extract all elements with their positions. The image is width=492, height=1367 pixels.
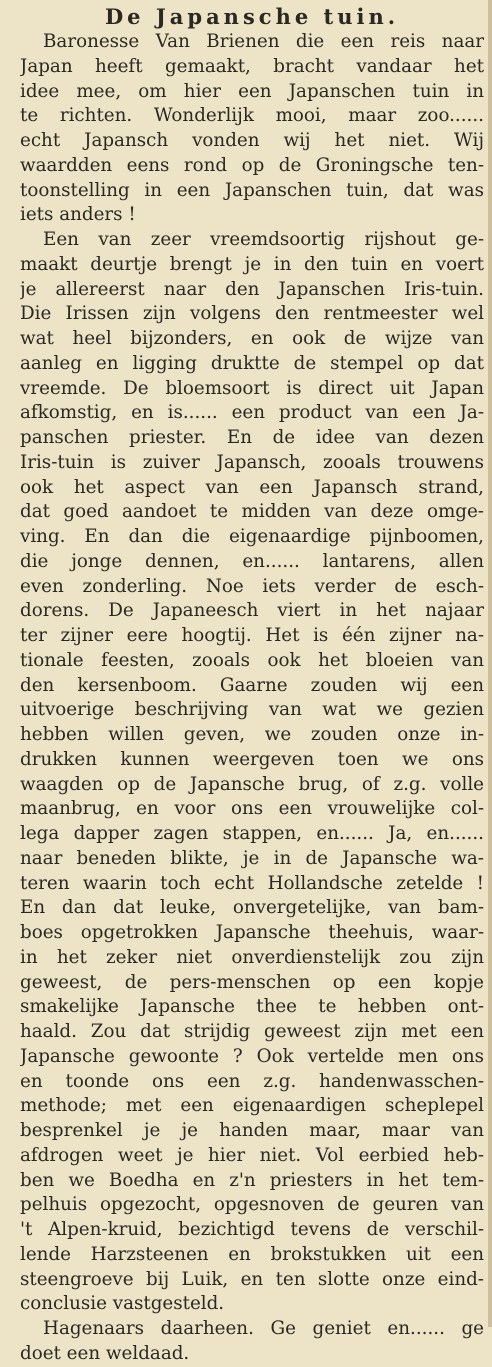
article-paragraph <box>20 30 484 228</box>
text-line: wat heel bijzonders, en ook de wijze van <box>20 328 484 349</box>
text-line: Japansche gewoonte ? Ook vertelde men ons <box>20 1045 484 1067</box>
text-line: den kersenboom. Gaarne zouden wij een <box>20 674 484 696</box>
text-line: toonstelling in een Japanschen tuin, dat was <box>20 179 484 201</box>
text-line: Een van zeer vreemdsoortig rijshout ge- <box>43 229 484 250</box>
text-line: ter zijner eere hoogtij. Het is één zijner na- <box>20 625 484 646</box>
article-title: De Japansche tuin. <box>104 4 400 29</box>
text-line: doet een weldaad. <box>20 1342 190 1364</box>
text-line: naar beneden blikte, je in de Japansche wa- <box>20 847 484 869</box>
text-line: aanleg en ligging druktte de stempel op dat <box>20 352 484 374</box>
text-line: Baronesse Van Brienen die een reis naar <box>43 31 484 52</box>
text-line: te richten. Wonderlijk mooi, maar zoo...... <box>20 105 484 127</box>
text-line: steengroeve bij Luik, en ten slotte onze eind- <box>20 1268 484 1290</box>
text-line: 't Alpen-kruid, bezichtigd tevens de verschil- <box>20 1219 484 1240</box>
text-line: die jonge dennen, en...... lantarens, allen <box>20 550 484 572</box>
text-line: ben we Boedha en z'n priesters in het tem- <box>20 1169 484 1191</box>
text-line: dorens. De Japaneesch viert in het najaar <box>20 600 484 622</box>
text-line: dat goed aandoet te midden van deze omge- <box>20 501 484 523</box>
text-line: tionale feesten, zooals ook het bloeien van <box>20 649 484 671</box>
text-line: boes opgetrokken Japansche theehuis, waar- <box>20 922 484 943</box>
text-line: vreemde. De bloemsoort is direct uit Japan <box>20 377 484 399</box>
text-line: haald. Zou dat strijdig geweest zijn met een <box>20 1021 484 1042</box>
text-line: drukken kunnen weergeven toen we ons <box>20 748 484 770</box>
text-line: geweest, de pers-menschen op een kopje <box>20 971 484 993</box>
text-line: echt Japansch vonden wij het niet. Wij <box>20 130 484 151</box>
text-line: En dan dat leuke, onvergetelijke, van bam- <box>20 897 484 919</box>
text-line: idee mee, om hier een Japanschen tuin in <box>20 80 484 102</box>
article-paragraph <box>20 228 484 1317</box>
article-body <box>20 30 484 1367</box>
text-line: afdrogen weet je hier niet. Vol eerbied heb- <box>20 1144 484 1166</box>
text-line: in het zeker niet onverdienstelijk zou zijn <box>20 946 484 968</box>
text-line: maanbrug, en voor ons een vrouwelijke col- <box>20 798 484 820</box>
article-paragraph <box>20 1317 484 1367</box>
text-line: Hagenaars daarheen. Ge geniet en...... ge <box>43 1318 484 1339</box>
text-line: waardden eens rond op de Groningsche ten- <box>20 154 484 176</box>
text-line: en toonde ons een z.g. handenwasschen- <box>20 1070 484 1092</box>
text-line: uitvoerige beschrijving van wat we gezien <box>20 699 484 721</box>
text-line: even zonderling. Noe iets verder de esch- <box>20 575 484 597</box>
text-line: maakt deurtje brengt je in den tuin en voert <box>20 253 484 275</box>
text-line: panschen priester. En de idee van dezen <box>20 427 484 448</box>
text-line: Die Irissen zijn volgens den rentmeester wel <box>20 303 484 325</box>
text-line: ook het aspect van een Japansch strand, <box>20 476 484 498</box>
text-line: methode; met een eigenaardigen scheplepel <box>20 1095 484 1117</box>
text-line: iets anders ! <box>20 204 136 226</box>
text-line: besprenkel je je handen maar, maar van <box>20 1120 484 1141</box>
text-line: hebben willen geven, we zouden onze in- <box>20 724 484 745</box>
text-line: afkomstig, en is...... een product van een Ja- <box>20 402 484 424</box>
page-edge <box>488 0 492 1327</box>
text-line: waagden op de Japansche brug, of z.g. volle <box>20 773 484 795</box>
text-line: smakelijke Japansche thee te hebben ont- <box>20 996 484 1018</box>
text-line: je allereerst naar den Japanschen Iris-tuin. <box>20 278 484 300</box>
text-line: ving. En dan die eigenaardige pijnboomen, <box>20 526 484 547</box>
text-line: lende Harzsteenen en brokstukken uit een <box>20 1243 484 1265</box>
text-line: lega dapper zagen stappen, en...... Ja, en...... <box>20 823 484 844</box>
text-line: Japan heeft gemaakt, bracht vandaar het <box>20 55 484 77</box>
text-line: teren waarin toch echt Hollandsche zetelde ! <box>20 872 484 894</box>
text-line: conclusie vastgesteld. <box>20 1293 225 1315</box>
text-line: pelhuis opgezocht, opgesnoven de geuren van <box>20 1194 484 1216</box>
text-line: Iris-tuin is zuiver Japansch, zooals trouwens <box>20 451 484 473</box>
